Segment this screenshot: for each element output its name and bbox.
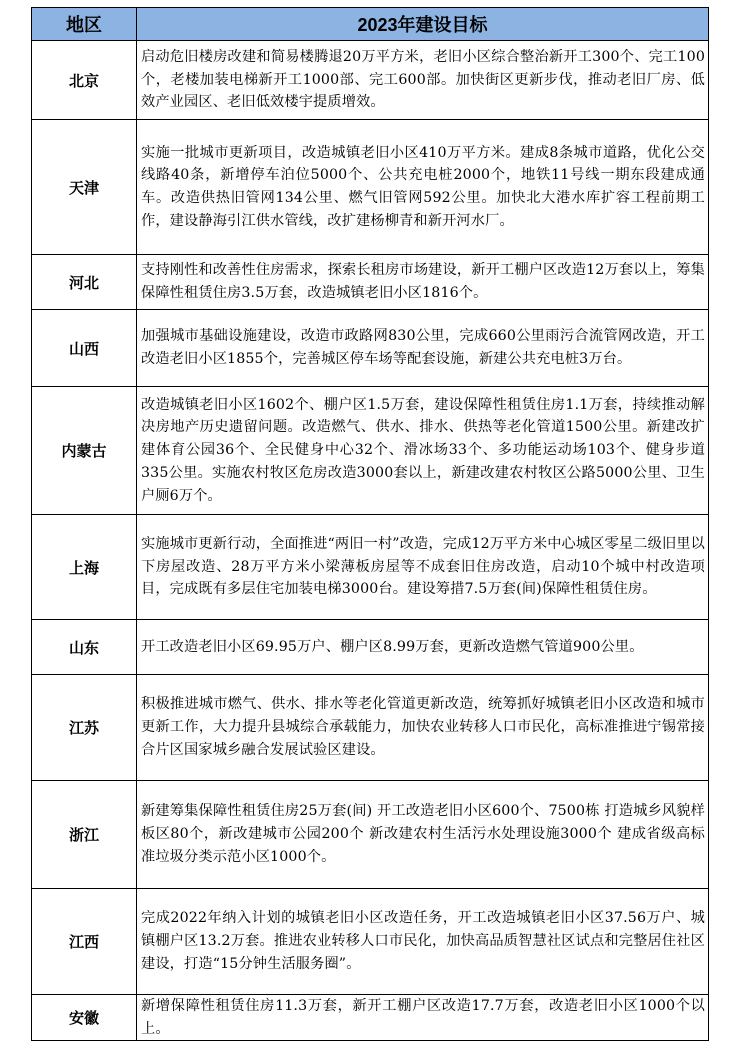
region-cell: 山东 [32, 620, 137, 675]
region-cell: 山西 [32, 310, 137, 387]
goal-cell: 积极推进城市燃气、供水、排水等老化管道更新改造，统筹抓好城镇老旧小区改造和城市更新工作，大力提升县城综合承载能力，加快农业转移人口市民化，高标准推进宁锡常接合片区国家城乡融合发展试验区建设。 [137, 675, 709, 781]
table-row [32, 41, 709, 120]
goal-cell: 完成2022年纳入计划的城镇老旧小区改造任务，开工改造城镇老旧小区37.56万户、城镇棚户区13.2万套。推进农业转移人口市民化，加快高品质智慧社区试点和完整居住社区建设，打造“15分钟生活服务圈”。 [137, 889, 709, 995]
table-header-row [32, 8, 709, 41]
goal-cell: 开工改造老旧小区69.95万户、棚户区8.99万套，更新改造燃气管道900公里。 [137, 620, 709, 675]
table-row [32, 515, 709, 620]
goal-cell: 实施一批城市更新项目，改造城镇老旧小区410万平方米。建成8条城市道路，优化公交线路40条，新增停车泊位5000个、公共充电桩2000个，地铁11号线一期东段建成通车。改造供热旧管网134公里、燃气旧管网592公里。加快北大港水库扩容工程前期工作，建设静海引江供水管线，改扩建杨柳青和新开河水厂。 [137, 120, 709, 255]
table-row [32, 310, 709, 387]
region-cell: 河北 [32, 255, 137, 310]
table-row [32, 387, 709, 515]
region-cell: 上海 [32, 515, 137, 620]
region-cell: 天津 [32, 120, 137, 255]
goal-cell: 加强城市基础设施建设，改造市政路网830公里，完成660公里雨污合流管网改造，开工改造老旧小区1855个，完善城区停车场等配套设施，新建公共充电桩3万台。 [137, 310, 709, 387]
region-cell: 江苏 [32, 675, 137, 781]
header-goal: 2023年建设目标 [137, 8, 709, 41]
goal-cell: 启动危旧楼房改建和简易楼腾退20万平方米，老旧小区综合整治新开工300个、完工100个，老楼加装电梯新开工1000部、完工600部。加快街区更新步伐，推动老旧厂房、低效产业园区、老旧低效楼宇提质增效。 [137, 41, 709, 120]
goal-cell: 改造城镇老旧小区1602个、棚户区1.5万套，建设保障性租赁住房1.1万套，持续推动解决房地产历史遗留问题。改造燃气、供水、排水、供热等老化管道1500公里。新建改扩建体育公园36个、全民健身中心32个、滑冰场33个、多功能运动场103个、健身步道335公里。实施农村牧区危房改造3000套以上，新建改建农村牧区公路5000公里、卫生户厕6万个。 [137, 387, 709, 515]
goal-cell: 新增保障性租赁住房11.3万套，新开工棚户区改造17.7万套，改造老旧小区1000个以上。 [137, 995, 709, 1041]
header-region: 地区 [32, 8, 137, 41]
construction-goals-table [31, 7, 709, 1041]
table-row [32, 255, 709, 310]
table-row [32, 889, 709, 995]
region-cell: 江西 [32, 889, 137, 995]
goal-cell: 实施城市更新行动，全面推进“两旧一村”改造，完成12万平方米中心城区零星二级旧里以下房屋改造、28万平方米小梁薄板房屋等不成套旧住房改造，启动10个城中村改造项目，完成既有多层住宅加装电梯3000台。建设筹措7.5万套(间)保障性租赁住房。 [137, 515, 709, 620]
table-row [32, 675, 709, 781]
region-cell: 内蒙古 [32, 387, 137, 515]
table-row [32, 620, 709, 675]
region-cell: 浙江 [32, 781, 137, 889]
table-row [32, 781, 709, 889]
region-cell: 安徽 [32, 995, 137, 1041]
goal-cell: 新建筹集保障性租赁住房25万套(间) 开工改造老旧小区600个、7500栋 打造城乡风貌样板区80个，新改建城市公园200个 新改建农村生活污水处理设施3000个 建成省级高标准垃圾分类示范小区1000个。 [137, 781, 709, 889]
region-cell: 北京 [32, 41, 137, 120]
table-row [32, 995, 709, 1041]
goal-cell: 支持刚性和改善性住房需求，探索长租房市场建设，新开工棚户区改造12万套以上，筹集保障性租赁住房3.5万套，改造城镇老旧小区1816个。 [137, 255, 709, 310]
table-row [32, 120, 709, 255]
table-wrapper [31, 7, 709, 1041]
